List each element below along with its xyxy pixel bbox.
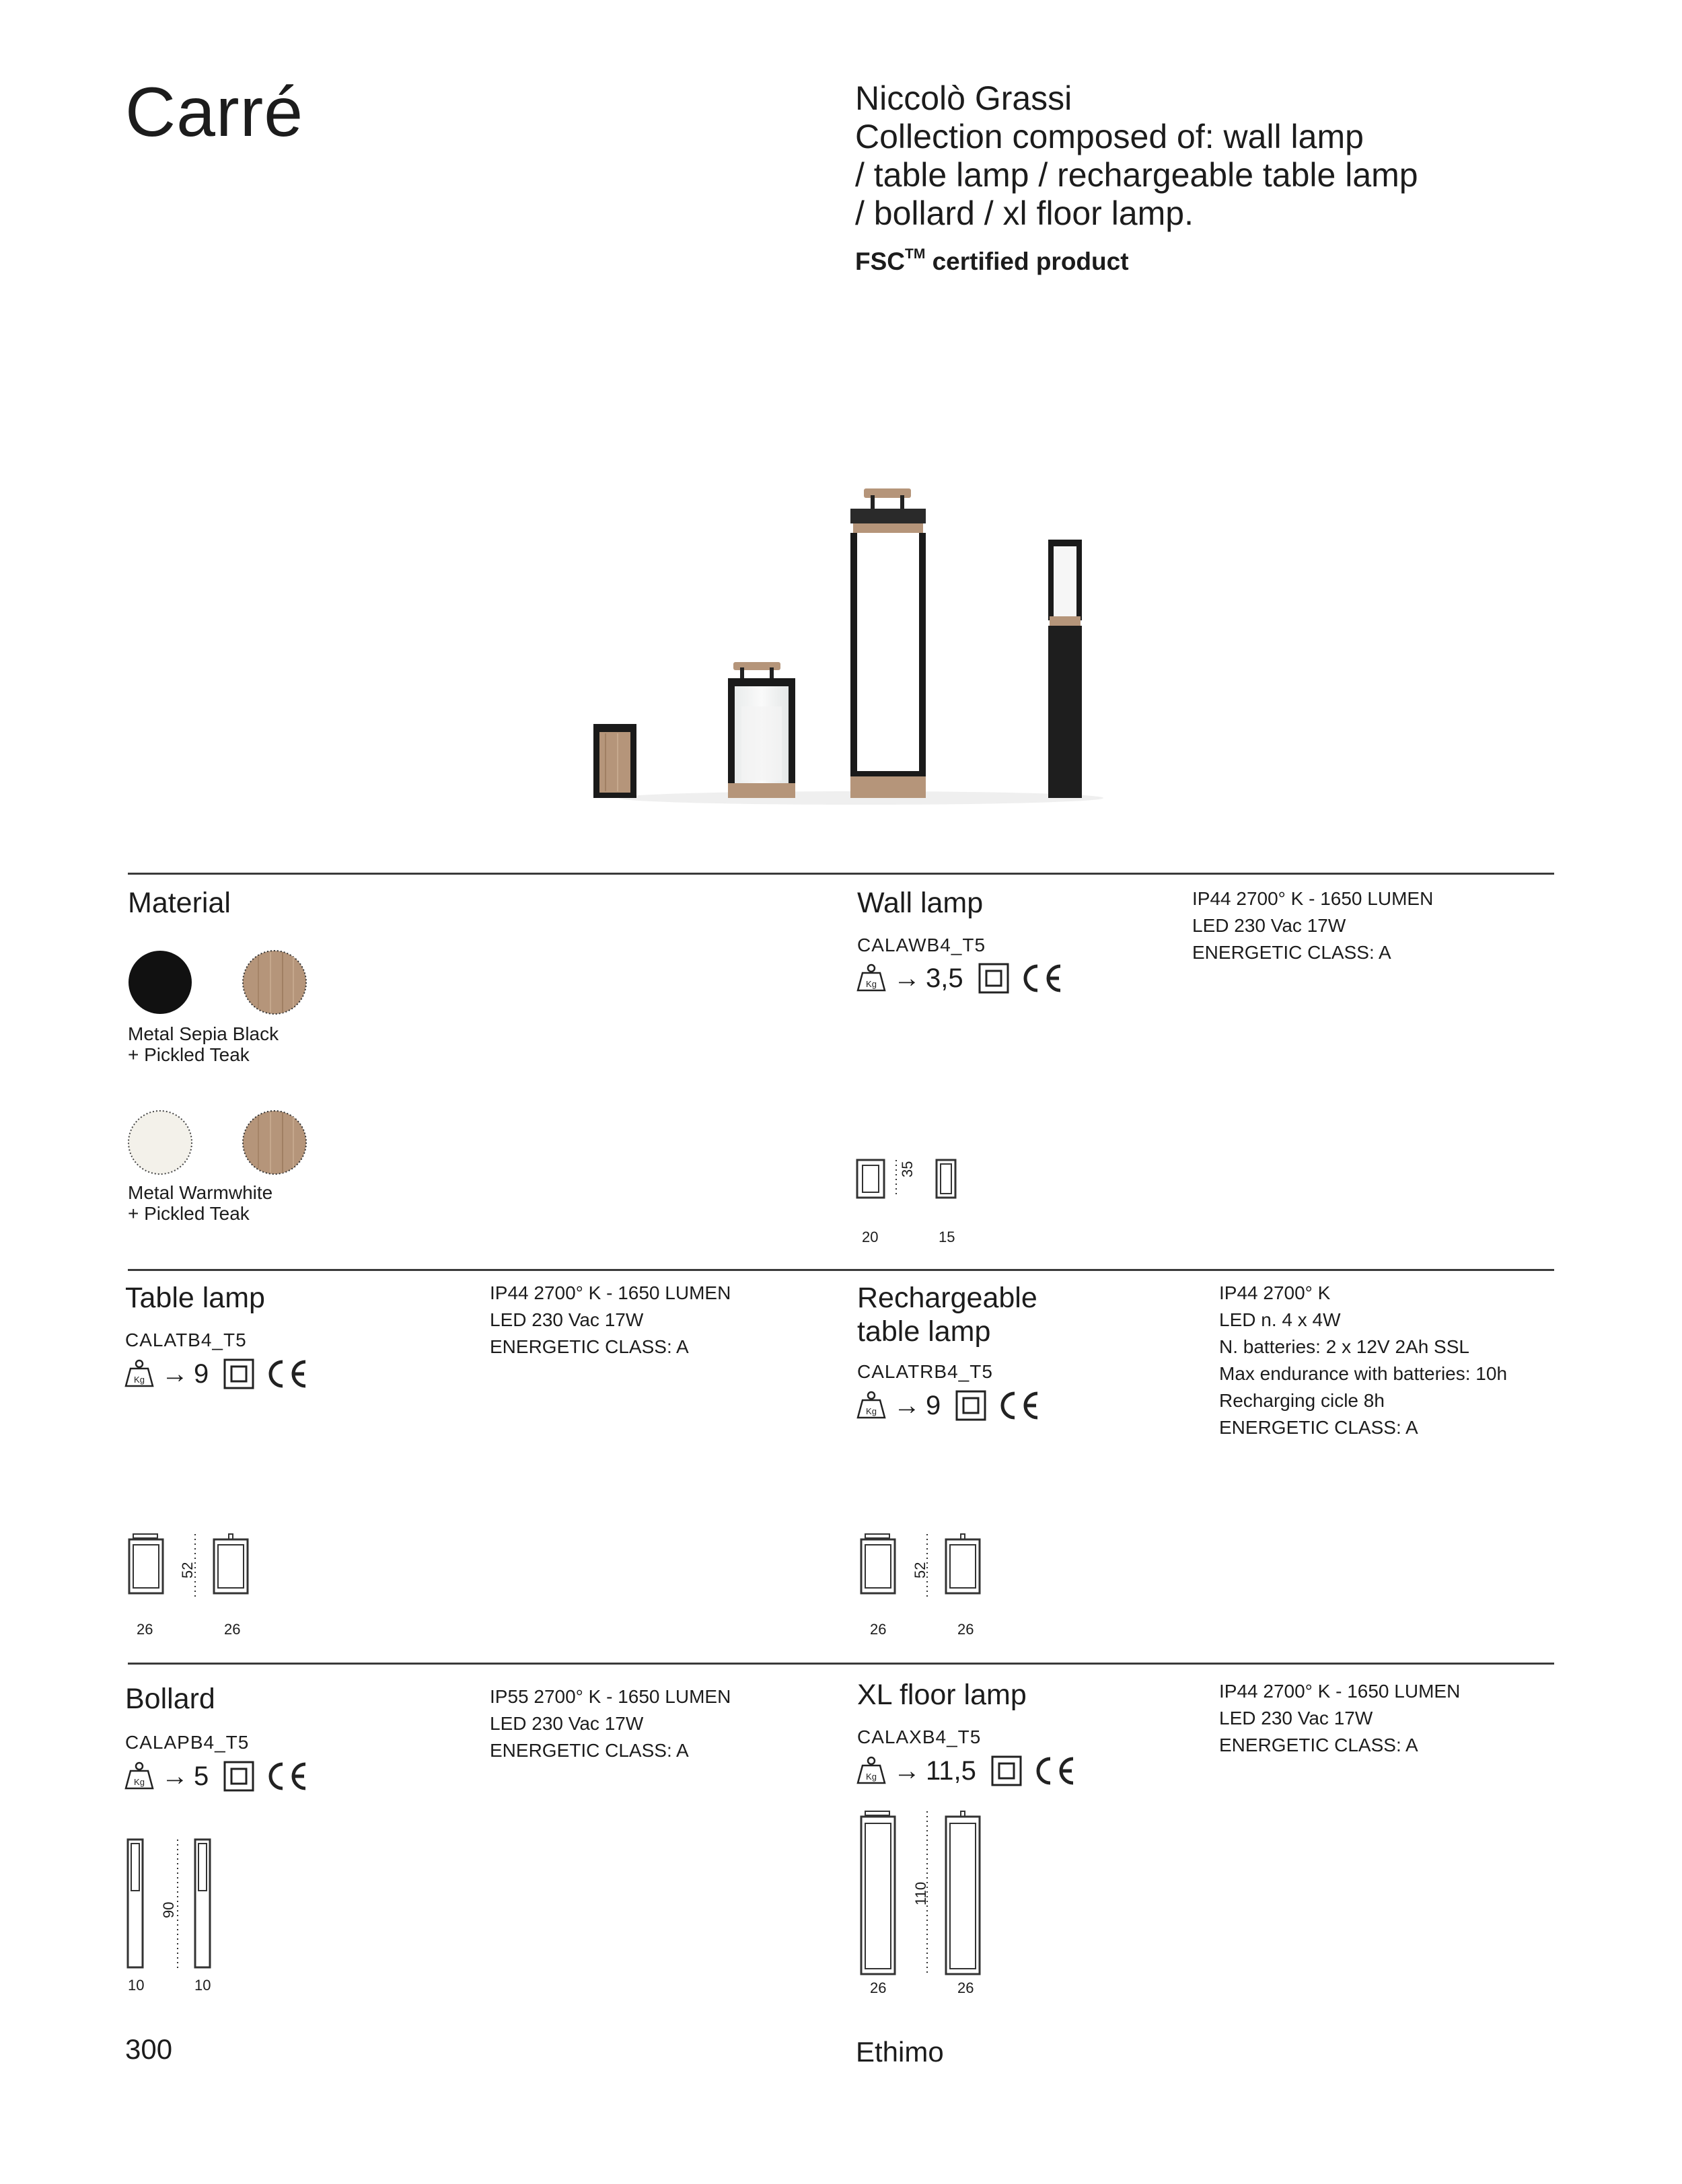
double-insulation-icon [955,1390,986,1421]
description-line: / table lamp / rechargeable table lamp [855,156,1418,194]
material-heading: Material [128,887,231,919]
dim-width: 10 [128,1977,145,1994]
dim-width: 20 [862,1229,879,1245]
collection-description [855,79,1595,233]
weight-icon [856,1391,887,1420]
weight-value: 5 [194,1761,209,1791]
spec-list-xl-floor-lamp: IP44 2700° K - 1650 LUMEN LED 230 Vac 17W ENERGETIC CLASS: A [1219,1681,1461,1755]
weight-certification-row [124,1757,308,1795]
dim-depth: 15 [939,1229,955,1245]
dim-depth: 10 [194,1977,211,1994]
product-code: CALAPB4_T5 [125,1732,250,1753]
finish-swatches-white [126,1109,315,1176]
weight-icon [856,1756,887,1786]
product-family-photo [579,484,1103,807]
section-divider [128,873,1554,875]
ce-mark-icon [264,1760,308,1792]
svg-text:Kg: Kg [866,1406,877,1416]
double-insulation-icon [991,1755,1022,1786]
description-line: Collection composed of: wall lamp [855,118,1364,155]
dim-height: 35 [899,1161,916,1177]
product-code: CALAXB4_T5 [857,1726,982,1747]
section-divider [128,1269,1554,1271]
ce-mark-icon [1019,962,1063,994]
page-title: Carré [125,73,304,151]
bollard-photo [1048,540,1082,798]
weight-certification-row [856,1752,1076,1790]
arrow-icon: → [893,1755,920,1786]
finish-swatches-black [126,949,315,1016]
weight-certification-row [124,1355,308,1393]
page-number: 300 [125,2033,173,2065]
dim-depth: 26 [957,1621,974,1638]
svg-text:Kg: Kg [866,1772,877,1782]
product-name-wall-lamp: Wall lamp [857,887,984,919]
sepia-black-swatch [129,951,192,1014]
spec-list-rechargeable-table-lamp: IP44 2700° K LED n. 4 x 4W N. batteries: 2 x 12V 2Ah SSL Max endurance with batteries: 10h Recharging cicle 8h ENERGETIC CLASS: A [1219,1282,1508,1438]
weight-certification-row [856,959,1063,997]
dim-width: 26 [137,1621,153,1638]
wall-lamp-photo [593,724,636,798]
svg-text:Kg: Kg [134,1375,145,1385]
ce-mark-icon [996,1389,1040,1422]
designer-name: Niccolò Grassi [855,79,1072,117]
table-lamp-photo [728,662,795,798]
weight-icon [124,1359,155,1389]
dim-height: 52 [179,1562,196,1578]
ce-mark-icon [264,1358,308,1390]
spec-list-table-lamp: IP44 2700° K - 1650 LUMEN LED 230 Vac 17W ENERGETIC CLASS: A [490,1282,731,1357]
arrow-icon: → [893,963,920,993]
description-line: / bollard / xl floor lamp. [855,194,1194,232]
product-code: CALATB4_T5 [125,1330,247,1350]
dim-width: 26 [870,1979,887,1996]
weight-certification-row [856,1387,1040,1424]
dim-width: 26 [870,1621,887,1638]
arrow-icon: → [161,1761,188,1791]
pickled-teak-swatch [243,1111,306,1174]
weight-value: 3,5 [926,963,963,993]
dim-height: 110 [912,1881,929,1905]
product-name-bollard: Bollard [125,1683,215,1715]
spec-list-bollard: IP55 2700° K - 1650 LUMEN LED 230 Vac 17W ENERGETIC CLASS: A [490,1686,731,1761]
weight-icon [124,1761,155,1791]
ce-mark-icon [1031,1755,1076,1787]
finish-label-white: Metal Warmwhite + Pickled Teak [128,1182,273,1224]
product-code: CALAWB4_T5 [857,935,986,955]
weight-icon [856,963,887,993]
spec-list-wall-lamp: IP44 2700° K - 1650 LUMEN LED 230 Vac 17W ENERGETIC CLASS: A [1192,888,1434,963]
double-insulation-icon [223,1761,254,1792]
warmwhite-swatch [129,1111,192,1174]
product-name-table-lamp: Table lamp [125,1282,265,1314]
double-insulation-icon [223,1358,254,1389]
xl-floor-lamp-photo [850,488,926,798]
weight-value: 11,5 [926,1755,976,1786]
weight-value: 9 [926,1390,941,1420]
svg-text:Kg: Kg [134,1777,145,1787]
product-name-rechargeable-table-lamp: Rechargeable table lamp [857,1282,1037,1348]
dim-height: 52 [912,1562,928,1578]
finish-label-black: Metal Sepia Black + Pickled Teak [128,1023,279,1065]
product-code: CALATRB4_T5 [857,1361,993,1382]
svg-text:Kg: Kg [866,979,877,989]
weight-value: 9 [194,1358,209,1389]
pickled-teak-swatch [243,951,306,1014]
brand-name: Ethimo [856,2036,944,2068]
double-insulation-icon [978,963,1009,994]
fsc-certification: FSC™ certified product [855,246,1129,275]
arrow-icon: → [161,1358,188,1389]
dim-depth: 26 [224,1621,241,1638]
dim-depth: 26 [957,1979,974,1996]
dim-height: 90 [160,1901,177,1918]
arrow-icon: → [893,1390,920,1420]
section-divider [128,1663,1554,1665]
product-name-xl-floor-lamp: XL floor lamp [857,1679,1027,1711]
